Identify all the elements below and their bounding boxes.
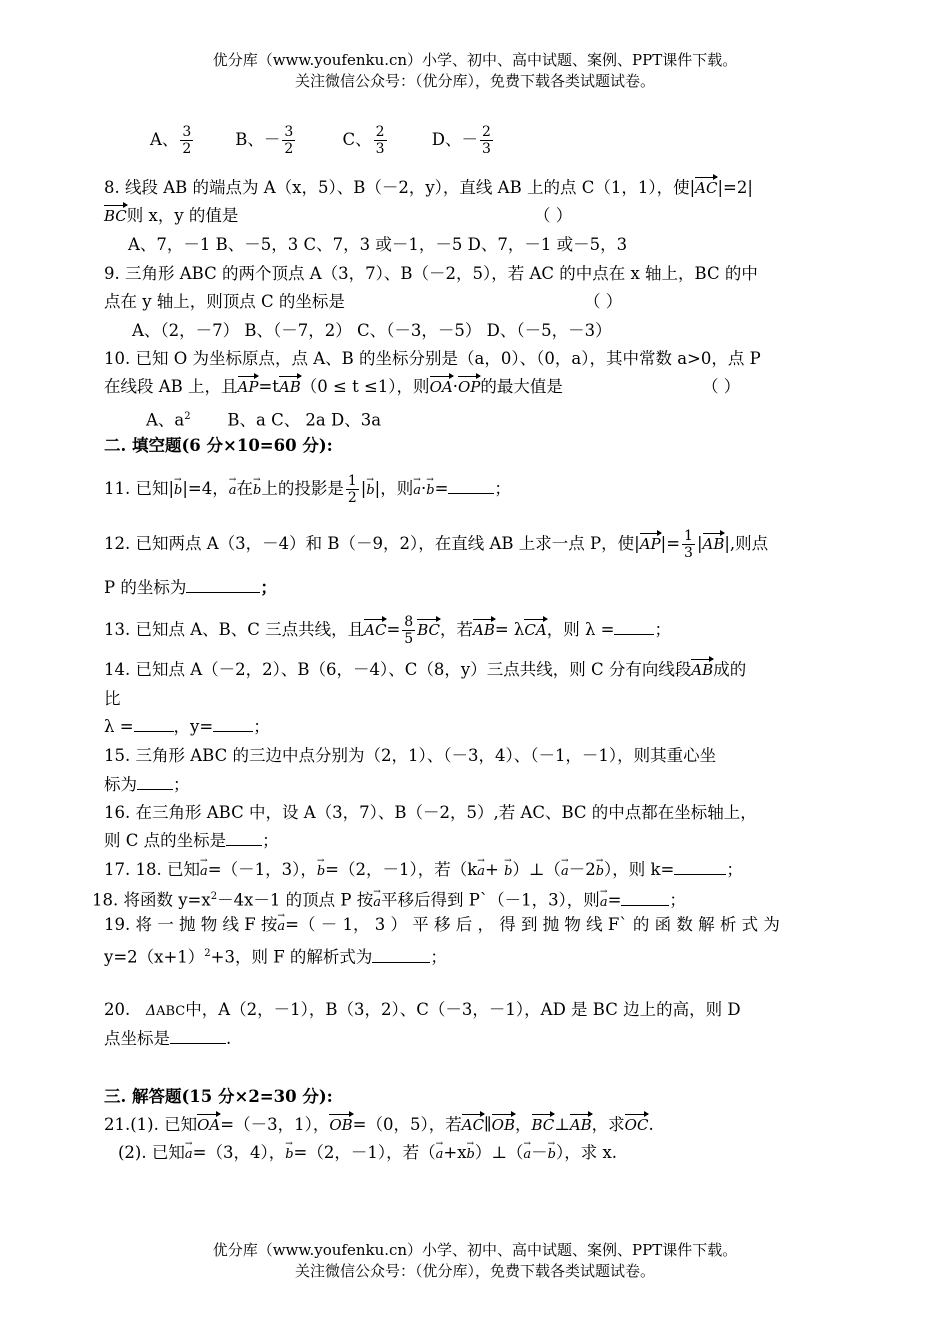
q20-answer-blank[interactable]: [170, 1043, 226, 1044]
q10-options: A、$a^2$ B、a C、 2a D、3a: [146, 410, 382, 430]
q7-option-b: B、－ $\frac{3}{2}$: [235, 124, 294, 157]
q21-part-2: (2). 已知a →=（3，4），b →=（2，－1），若（a →+xb →）⊥（a →－b →），求 x.: [118, 1141, 846, 1165]
section-3-title: 三. 解答题(15 分×2=30 分):: [104, 1087, 333, 1106]
q19-stem-line-1: 19. 将 一 抛 物 线 F 按a →=（ － 1， 3 ） 平 移 后 ， 得 到 抛 物 线 F` 的 函 数 解 析 式 为: [104, 913, 846, 937]
q16-stem-line-2: 则 C 点的坐标是 ；: [104, 831, 279, 850]
q14-stem-line-3: λ = ，y= ；: [104, 717, 270, 736]
header-line-1: 优分库（www.youfenku.cn）小学、初中、高中试题、案例、PPT课件下载。: [212, 51, 738, 69]
q20-stem-line-1: 20. ΔABC中，A（2，－1），B（3，2）、C（－3，－1），AD 是 BC 边上的高，则 D: [104, 998, 846, 1024]
q10-stem-line-2: 在线段 AB 上，且AP=tAB（0 ≤ t ≤1），则OA·OP的最大值是 （ ）: [104, 375, 846, 399]
page-footer: [0, 1240, 950, 1282]
q9-stem-line-2: 点在 y 轴上，则顶点 C 的坐标是 （ ）: [104, 290, 846, 314]
q8-options: A、7，－1 B、－5，3 C、7，3 或－1，－5 D、7，－1 或－5，3: [128, 235, 628, 254]
q21-part-1: 21.(1). 已知OA=（－3，1），OB=（0，5），若AC∥OB，BC⊥AB，求OC.: [104, 1115, 654, 1134]
q20-stem-line-2: 点坐标是 .: [104, 1029, 232, 1048]
q11-stem: 11. 已知|b →|=4，a →在b →上的投影是 $\frac{1}{2}$ |b →|，则a →·b →= ；: [104, 473, 846, 506]
q13-answer-blank[interactable]: [614, 634, 654, 635]
q10-answer-paren: （ ）: [702, 377, 741, 396]
q11-answer-blank[interactable]: [448, 493, 494, 494]
q19-stem-line-2: $y=2(x+1)^2+3$，则 F 的解析式为 ；: [104, 947, 447, 967]
section-2-title: 二. 填空题(6 分×10=60 分):: [104, 436, 333, 455]
q18-answer-blank[interactable]: [621, 905, 669, 906]
triangle-symbol: Δ: [146, 1003, 157, 1019]
q14-stem-line-2: 比: [104, 689, 121, 708]
q7-option-d: D、－ $\frac{2}{3}$: [431, 124, 491, 157]
header-line-2: 关注微信公众号：（优分库），免费下载各类试题试卷。: [294, 72, 655, 90]
q17-stem: 17. 18. 已知a →=（－1，3），b →=（2，－1），若（ka →+ b →）⊥（a →－2b →），则 k= ；: [104, 858, 846, 882]
q16-answer-blank[interactable]: [226, 845, 262, 846]
q9-stem-line-1: 9. 三角形 ABC 的两个顶点 A（3，7）、B（－2，5），若 AC 的中点在 x 轴上，BC 的中: [104, 264, 758, 283]
q15-answer-blank[interactable]: [137, 789, 173, 790]
q12-stem-line-1: 12. 已知两点 A（3，－4）和 B（－9，2），在直线 AB 上求一点 P，使|AP|= $\frac{1}{3}$ |AB|,则点: [104, 528, 769, 561]
q18-stem: 18. 将函数 $y=x^2-4x-1$ 的顶点 P 按a →平移后得到 P`（－1，3），则a →= ；: [92, 885, 846, 913]
q8-stem-line-1: 8. 线段 AB 的端点为 A（x，5）、B（－2，y），直线 AB 上的点 C（1，1），使|AC|=2|: [104, 178, 753, 197]
q8-stem-line-2: BC则 x，y 的值是 （ ）: [104, 204, 846, 228]
q7-options: [150, 124, 846, 157]
q14-lambda-blank[interactable]: [134, 731, 174, 732]
page-header: [0, 50, 950, 92]
q12-answer-blank[interactable]: [186, 592, 260, 593]
q10-stem-line-1: 10. 已知 O 为坐标原点，点 A、B 的坐标分别是（a，0）、（0，a），其中常数 a>0，点 P: [104, 349, 761, 368]
q15-stem-line-1: 15. 三角形 ABC 的三边中点分别为（2，1）、（－3，4）、（－1，－1），则其重心坐: [104, 746, 717, 765]
q7-option-a: A、 $\frac{3}{2}$: [150, 124, 192, 157]
q17-answer-blank[interactable]: [674, 874, 726, 875]
q14-y-blank[interactable]: [213, 731, 253, 732]
q7-option-c: C、 $\frac{2}{3}$: [342, 124, 385, 157]
q15-stem-line-2: 标为 ；: [104, 775, 190, 794]
footer-line-1: 优分库（www.youfenku.cn）小学、初中、高中试题、案例、PPT课件下载。: [212, 1241, 738, 1259]
q8-answer-paren: （ ）: [534, 206, 573, 225]
q12-stem-line-2: P 的坐标为 ；: [104, 578, 277, 597]
footer-line-2: 关注微信公众号：（优分库），免费下载各类试题试卷。: [294, 1262, 655, 1280]
q19-answer-blank[interactable]: [372, 962, 430, 963]
q14-stem-line-1: 14. 已知点 A（－2，2）、B（6，－4）、C（8，y）三点共线，则 C 分有向线段AB成的: [104, 660, 747, 679]
q9-options: A、（2，－7） B、（－7，2） C、（－3，－5） D、（－5，－3）: [132, 321, 612, 340]
q13-stem: 13. 已知点 A、B、C 三点共线，且AC= $\frac{8}{5}$ BC，若AB= λCA，则 λ = ；: [104, 614, 671, 647]
q9-answer-paren: （ ）: [584, 292, 623, 311]
q16-stem-line-1: 16. 在三角形 ABC 中，设 A（3，7）、B（－2，5）,若 AC、BC 的中点都在坐标轴上，: [104, 803, 757, 822]
